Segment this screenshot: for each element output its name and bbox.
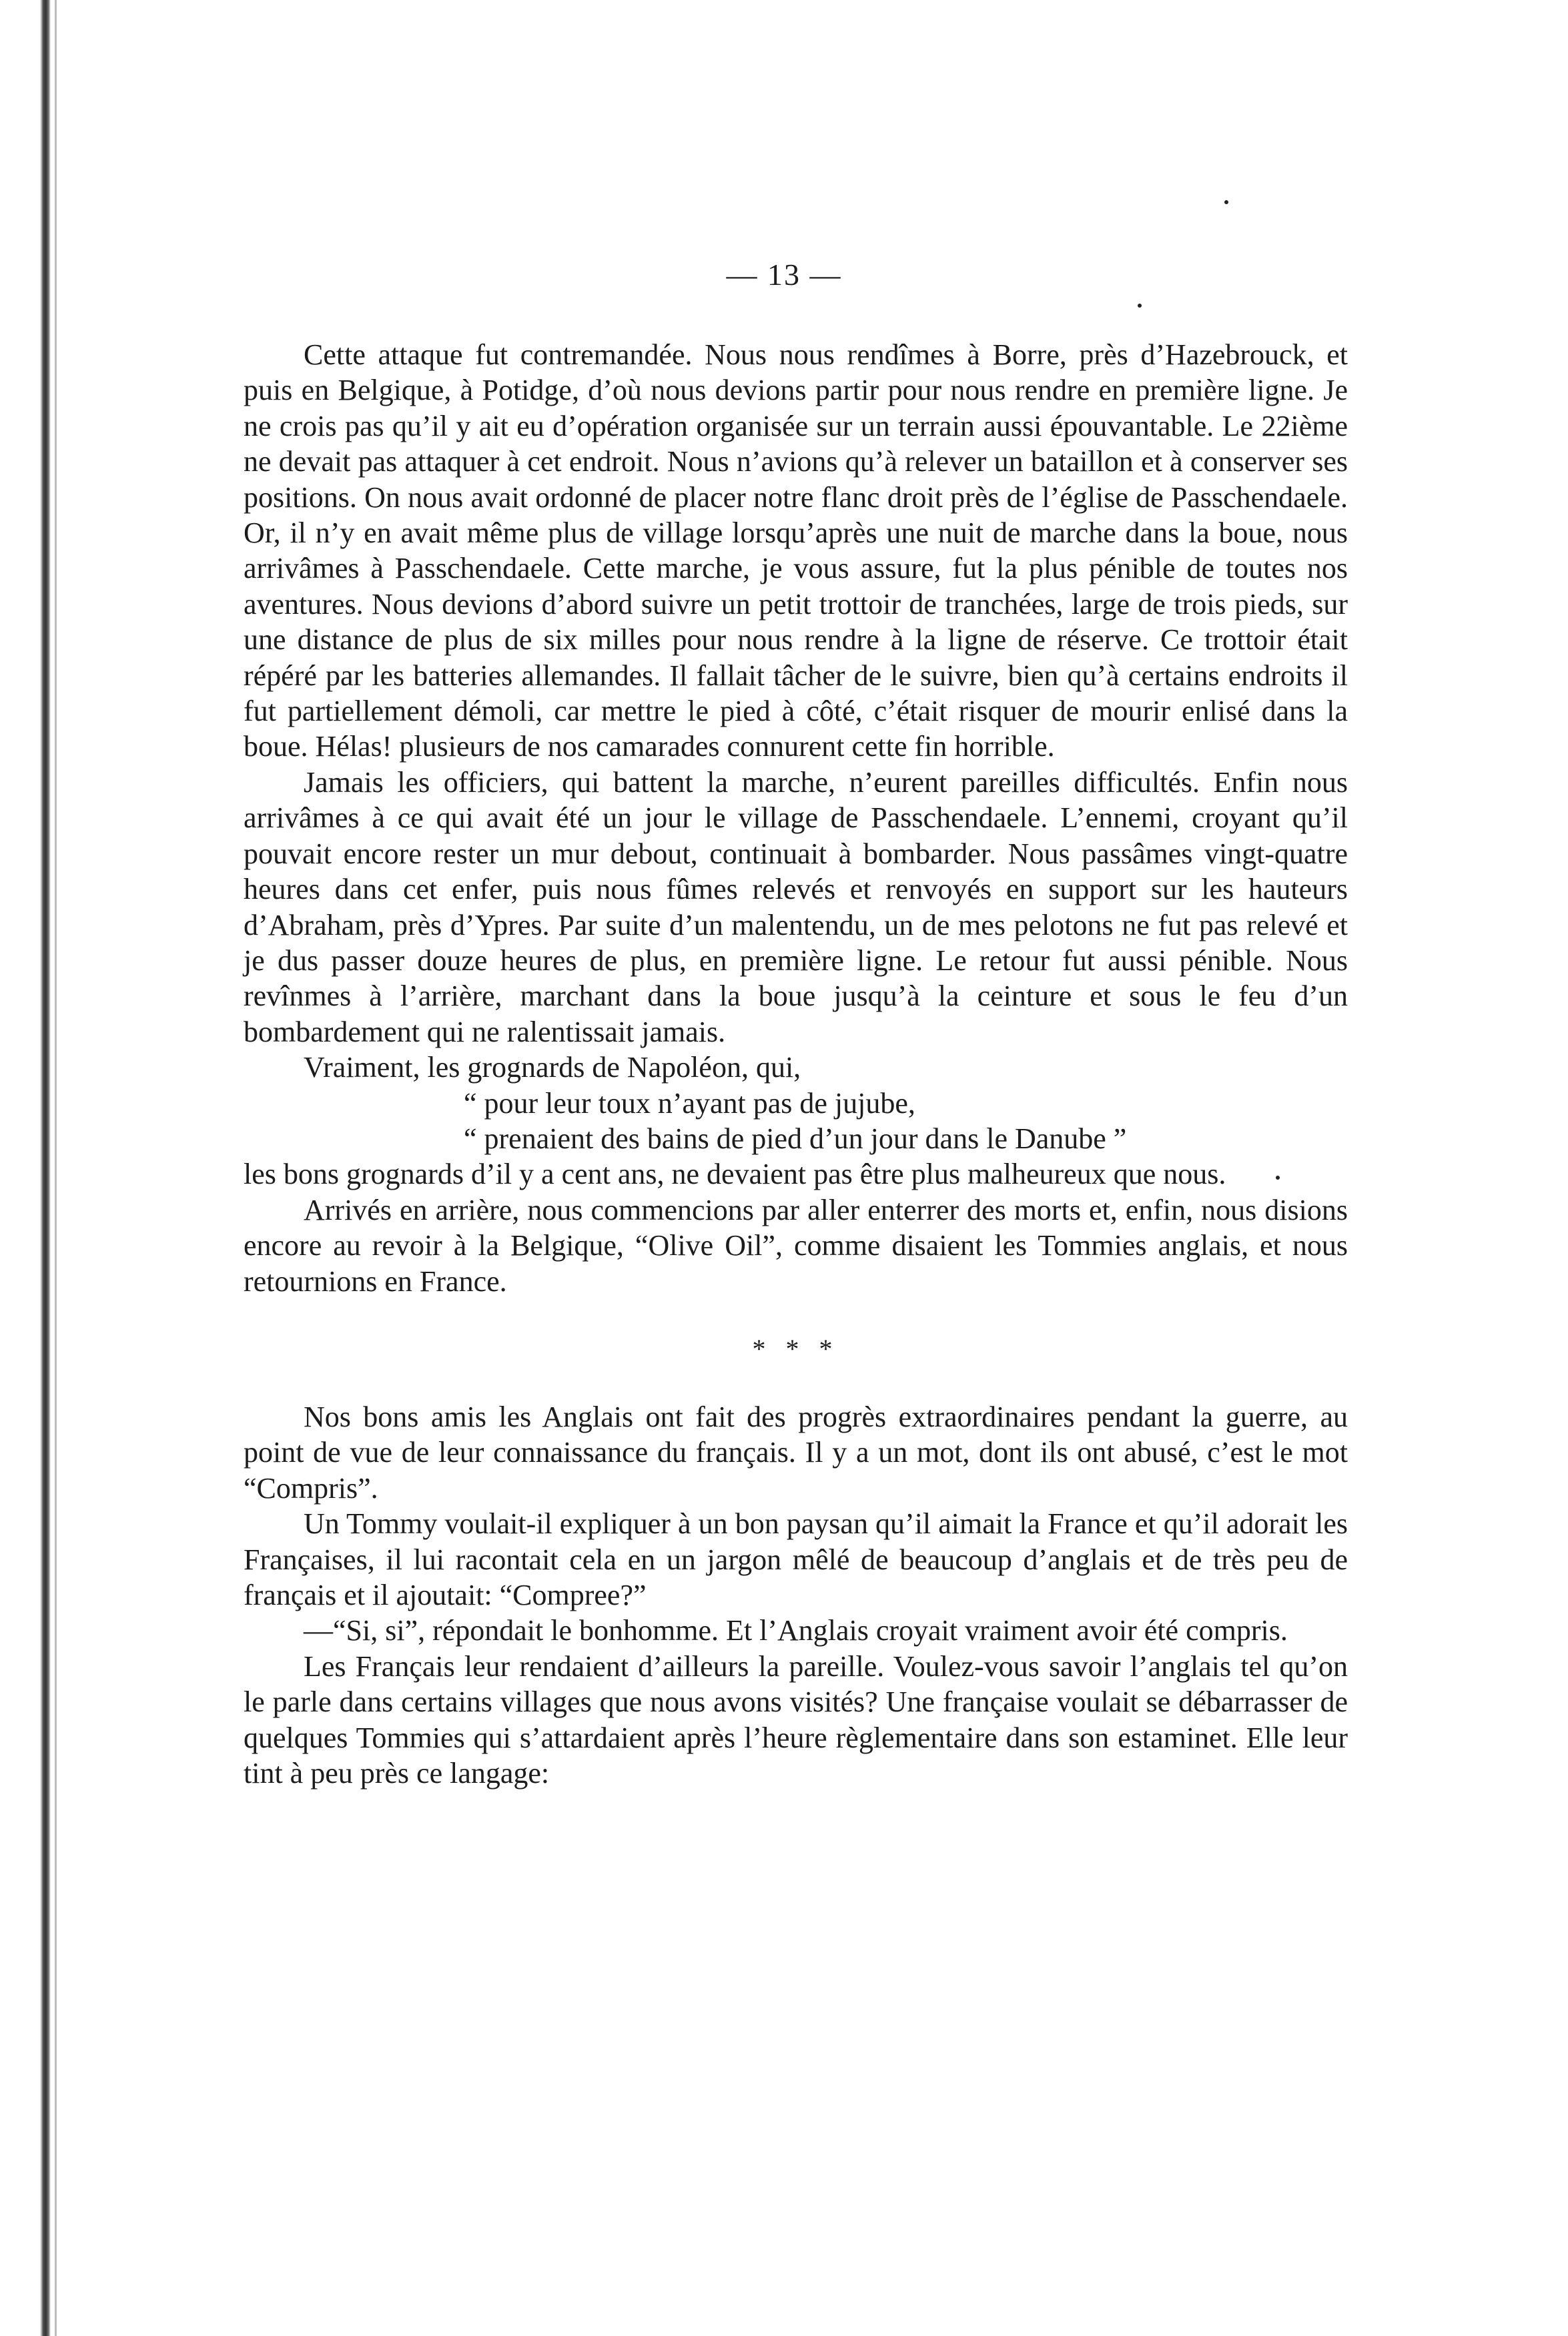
scan-speck — [1138, 304, 1142, 308]
scan-speck — [1224, 200, 1228, 204]
verse-line: “ prenaient des bains de pied d’un jour dans le Danube ” — [464, 1122, 1127, 1155]
paragraph: Arrivés en arrière, nous commencions par aller enterrer des morts et, enfin, nous disions encore au revoir à la Belgique, “Olive Oil”, comme disaient les Tommies anglais, et nous retournions en France. — [244, 1193, 1348, 1298]
paragraph: Jamais les officiers, qui battent la marche, n’eurent pareilles difficultés. Enfin nous arrivâmes à ce qui avait été un jour le village de Passchendaele. L’ennemi, croyant qu’il pouvait encore rester un mur debout, continuait à bombarder. Nous passâmes vingt-quatre heures dans cet enfer, puis nous fûmes relevés et renvoyés en support sur les hauteurs d’Abraham, près d’Ypres. Par suite d’un malentendu, un de mes pelotons ne fut pas relevé et je dus passer douze heures de plus, en première ligne. Le retour fut aussi pénible. Nous revînmes à l’arrière, marchant dans la boue jusqu’à la ceinture et sous le feu d’un bombardement qui ne ralentissait jamais. — [244, 765, 1348, 1048]
paragraph: Nos bons amis les Anglais ont fait des progrès extraordinaires pendant la guerre, au point de vue de leur connaissance du français. Il y a un mot, dont ils ont abusé, c’est le mot “Compris”. — [244, 1400, 1348, 1505]
verse-line: “ pour leur toux n’ayant pas de jujube, — [464, 1086, 915, 1120]
paragraph: —“Si, si”, répondait le bonhomme. Et l’Anglais croyait vraiment avoir été compris. — [304, 1614, 1288, 1647]
paragraph: Les Français leur rendaient d’ailleurs la pareille. Voulez-vous savoir l’anglais tel qu’on le parle dans certains villages que nous avons visités? Une française voulait se débarrasser de quelques Tommies qui s’attardaient après l’heure règlementaire dans son estaminet. Elle leur tint à peu près ce langage: — [244, 1649, 1348, 1790]
page-number: — 13 — — [726, 258, 842, 292]
page-body — [244, 337, 1348, 1791]
paragraph: Un Tommy voulait-il expliquer à un bon paysan qu’il aimait la France et qu’il adorait les Françaises, il lui racontait cela en un jargon mêlé de beaucoup d’anglais et de très peu de français et il ajoutait: “Compree?” — [244, 1507, 1348, 1611]
paragraph: Cette attaque fut contremandée. Nous nous rendîmes à Borre, près d’Hazebrouck, et puis en Belgique, à Potidge, d’où nous devions partir pour nous rendre en première ligne. Je ne crois pas qu’il y ait eu d’opération organisée sur un terrain aussi épouvantable. Le 22ième ne devait pas attaquer à cet endroit. Nous n’avions qu’à relever un bataillon et à conserver ses positions. On nous avait ordonné de placer notre flanc droit près de l’église de Passchendaele. Or, il n’y en avait même plus de village lorsqu’après une nuit de marche dans la boue, nous arrivâmes à Passchendaele. Cette marche, je vous assure, fut la plus pénible de toutes nos aventures. Nous devions d’abord suivre un petit trottoir de tranchées, large de trois pieds, sur une distance de plus de six milles pour nous rendre à la ligne de réserve. Ce trottoir était répéré par les batteries allemandes. Il fallait tâcher de le suivre, bien qu’à certains endroits il fut partiellement démoli, car mettre le pied à côté, c’était risquer de mourir enlisé dans la boue. Hélas! plusieurs de nos camarades connurent cette fin horrible. — [244, 338, 1348, 763]
scan-binding-edge — [40, 0, 51, 2336]
paragraph: Vraiment, les grognards de Napoléon, qui, — [304, 1051, 801, 1084]
section-separator: * * * — [752, 1333, 839, 1364]
paragraph-continuation: les bons grognards d’il y a cent ans, ne devaient pas être plus malheureux que nous. — [244, 1158, 1226, 1191]
scan-binding-shadow — [55, 0, 57, 2336]
